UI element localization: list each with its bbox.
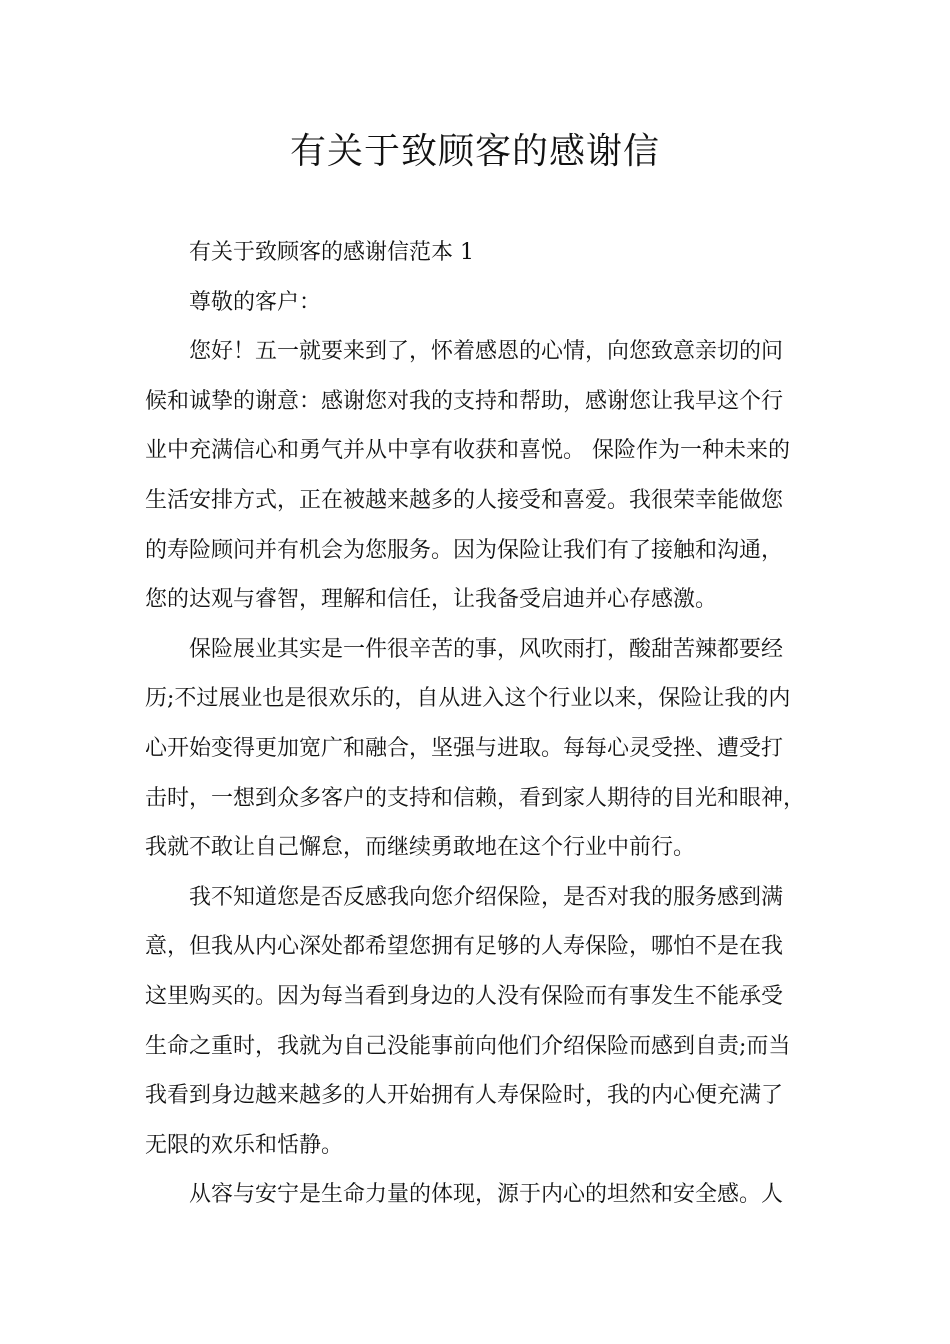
paragraph-line: 我不知道您是否反感我向您介绍保险，是否对我的服务感到满	[145, 884, 784, 910]
letter-salutation: 尊敬的客户：	[189, 289, 322, 315]
paragraph-line: 您的达观与睿智，理解和信任，让我备受启迪并心存感激。	[145, 587, 718, 613]
paragraph-line: 历;不过展业也是很欢乐的，自从进入这个行业以来，保险让我的内	[145, 686, 791, 712]
paragraph-line: 生活安排方式，正在被越来越多的人接受和喜爱。我很荣幸能做您	[145, 487, 784, 513]
paragraph-line: 心开始变得更加宽广和融合，坚强与进取。每每心灵受挫、遭受打	[145, 735, 784, 761]
page-title: 有关于致顾客的感谢信	[289, 131, 660, 172]
paragraph-line: 击时，一想到众多客户的支持和信赖，看到家人期待的目光和眼神，	[145, 785, 806, 811]
letter-body	[145, 228, 821, 1220]
paragraph-line: 意，但我从内心深处都希望您拥有足够的人寿保险，哪怕不是在我	[145, 934, 784, 960]
paragraph-line: 业中充满信心和勇气并从中享有收获和喜悦。 保险作为一种未来的	[145, 438, 790, 464]
letter-subtitle: 有关于致顾客的感谢信范本 1	[189, 240, 474, 265]
paragraph-line: 我就不敢让自己懈怠，而继续勇敢地在这个行业中前行。	[145, 835, 696, 861]
paragraph-line: 生命之重时，我就为自己没能事前向他们介绍保险而感到自责;而当	[145, 1033, 791, 1059]
paragraph-line: 的寿险顾问并有机会为您服务。因为保险让我们有了接触和沟通，	[145, 537, 784, 563]
paragraph-2	[145, 625, 821, 873]
paragraph-line: 这里购买的。因为每当看到身边的人没有保险而有事发生不能承受	[145, 983, 784, 1009]
paragraph-line: 候和诚挚的谢意：感谢您对我的支持和帮助，感谢您让我早这个行	[145, 388, 784, 414]
paragraph-line: 保险展业其实是一件很辛苦的事，风吹雨打，酸甜苦辣都要经	[145, 636, 784, 662]
paragraph-1	[145, 327, 821, 625]
paragraph-line: 我看到身边越来越多的人开始拥有人寿保险时，我的内心便充满了	[145, 1083, 784, 1109]
paragraph-line: 您好！五一就要来到了，怀着感恩的心情，向您致意亲切的问	[145, 339, 784, 365]
paragraph-3	[145, 873, 821, 1171]
paragraph-4	[145, 1170, 821, 1220]
paragraph-line: 无限的欢乐和恬静。	[145, 1132, 344, 1158]
paragraph-line: 从容与安宁是生命力量的体现，源于内心的坦然和安全感。人	[145, 1182, 784, 1208]
